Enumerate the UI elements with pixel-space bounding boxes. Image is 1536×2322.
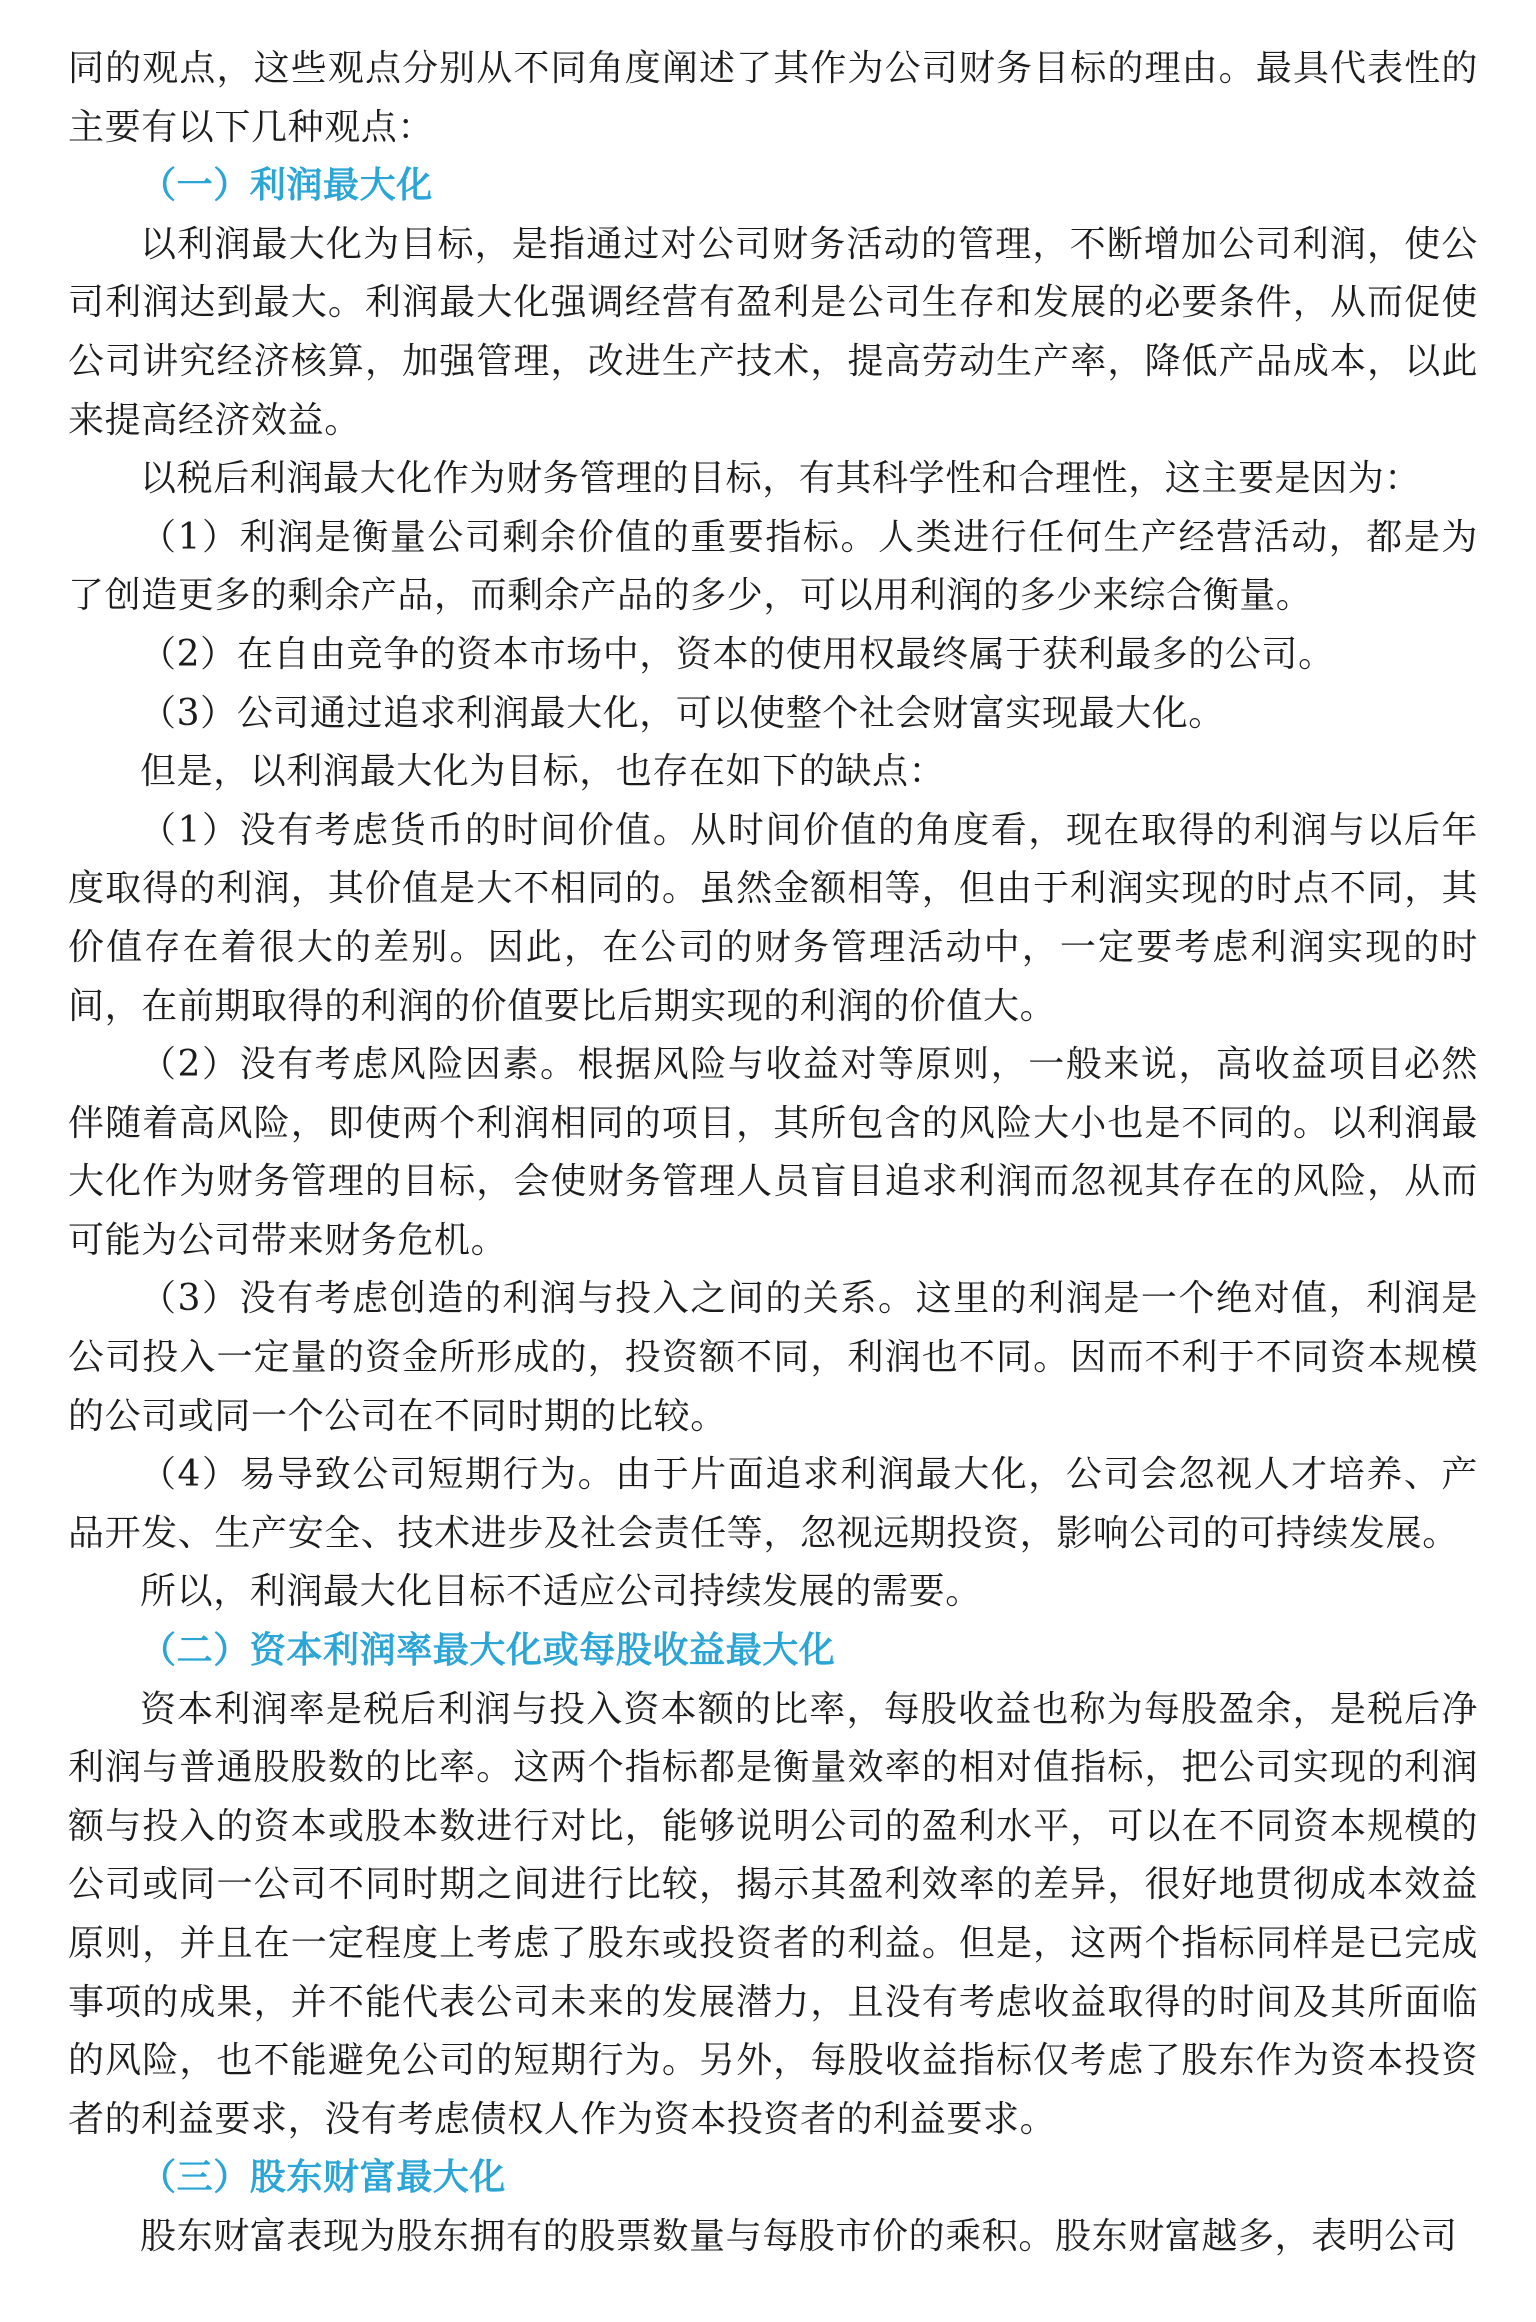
list-item-shortcoming-1: （1）没有考虑货币的时间价值。从时间价值的角度看，现在取得的利润与以后年度取得的利润，其价值是大不相同的。虽然金额相等，但由于利润实现的时点不同，其价值存在着很大的差别。因此，在公司的财务管理活动中，一定要考虑利润实现的时间，在前期取得的利润的价值要比后期实现的利润的价值大。: [68, 809, 1478, 1027]
list-item-reason-1: （1）利润是衡量公司剩余价值的重要指标。人类进行任何生产经营活动，都是为了创造更多的剩余产品，而剩余产品的多少，可以用利润的多少来综合衡量。: [68, 516, 1478, 617]
list-item-reason-2: （2）在自由竞争的资本市场中，资本的使用权最终属于获利最多的公司。: [140, 633, 1335, 675]
list-item-shortcoming-2: （2）没有考虑风险因素。根据风险与收益对等原则，一般来说，高收益项目必然伴随着高风险，即使两个利润相同的项目，其所包含的风险大小也是不同的。以利润最大化作为财务管理的目标，会使财务管理人员盲目追求利润而忽视其存在的风险，从而可能为公司带来财务危机。: [68, 1044, 1478, 1261]
section-heading-capital-return-eps: （二）资本利润率最大化或每股收益最大化: [140, 1630, 836, 1672]
paragraph-profit-max-definition: 以利润最大化为目标，是指通过对公司财务活动的管理，不断增加公司利润，使公司利润达到最大。利润最大化强调经营有盈利是公司生存和发展的必要条件，从而促使公司讲究经济核算，加强管理，改进生产技术，提高劳动生产率，降低产品成本，以此来提高经济效益。: [68, 223, 1478, 441]
paragraph-profit-max-conclusion: 所以，利润最大化目标不适应公司持续发展的需要。: [140, 1571, 982, 1613]
paragraph-shareholder-wealth: 股东财富表现为股东拥有的股票数量与每股市价的乘积。股东财富越多，表明公司: [140, 2215, 1458, 2257]
list-item-reason-3: （3）公司通过追求利润最大化，可以使整个社会财富实现最大化。: [140, 692, 1225, 734]
paragraph-intro-continued: 同的观点，这些观点分别从不同角度阐述了其作为公司财务目标的理由。最具代表性的主要有以下几种观点：: [68, 48, 1478, 148]
paragraph-shortcomings-intro: 但是，以利润最大化为目标，也存在如下的缺点：: [140, 751, 946, 793]
paragraph-after-tax-profit-reasons: 以税后利润最大化作为财务管理的目标，有其科学性和合理性，这主要是因为：: [140, 458, 1422, 500]
paragraph-capital-return-eps: 资本利润率是税后利润与投入资本额的比率，每股收益也称为每股盈余，是税后净利润与普通股股数的比率。这两个指标都是衡量效率的相对值指标，把公司实现的利润额与投入的资本或股本数进行对比，能够说明公司的盈利水平，可以在不同资本规模的公司或同一公司不同时期之间进行比较，揭示其盈利效率的差异，很好地贯彻成本效益原则，并且在一定程度上考虑了股东或投资者的利益。但是，这两个指标同样是已完成事项的成果，并不能代表公司未来的发展潜力，且没有考虑收益取得的时间及其所面临的风险，也不能避免公司的短期行为。另外，每股收益指标仅考虑了股东作为资本投资者的利益要求，没有考虑债权人作为资本投资者的利益要求。: [68, 1688, 1478, 2140]
section-heading-profit-maximization: （一）利润最大化: [140, 165, 433, 207]
section-heading-shareholder-wealth: （三）股东财富最大化: [140, 2157, 507, 2199]
list-item-shortcoming-3: （3）没有考虑创造的利润与投入之间的关系。这里的利润是一个绝对值，利润是公司投入一定量的资金所形成的，投资额不同，利润也不同。因而不利于不同资本规模的公司或同一个公司在不同时期的比较。: [68, 1278, 1478, 1437]
list-item-shortcoming-4: （4）易导致公司短期行为。由于片面追求利润最大化，公司会忽视人才培养、产品开发、生产安全、技术进步及社会责任等，忽视远期投资，影响公司的可持续发展。: [68, 1454, 1478, 1554]
